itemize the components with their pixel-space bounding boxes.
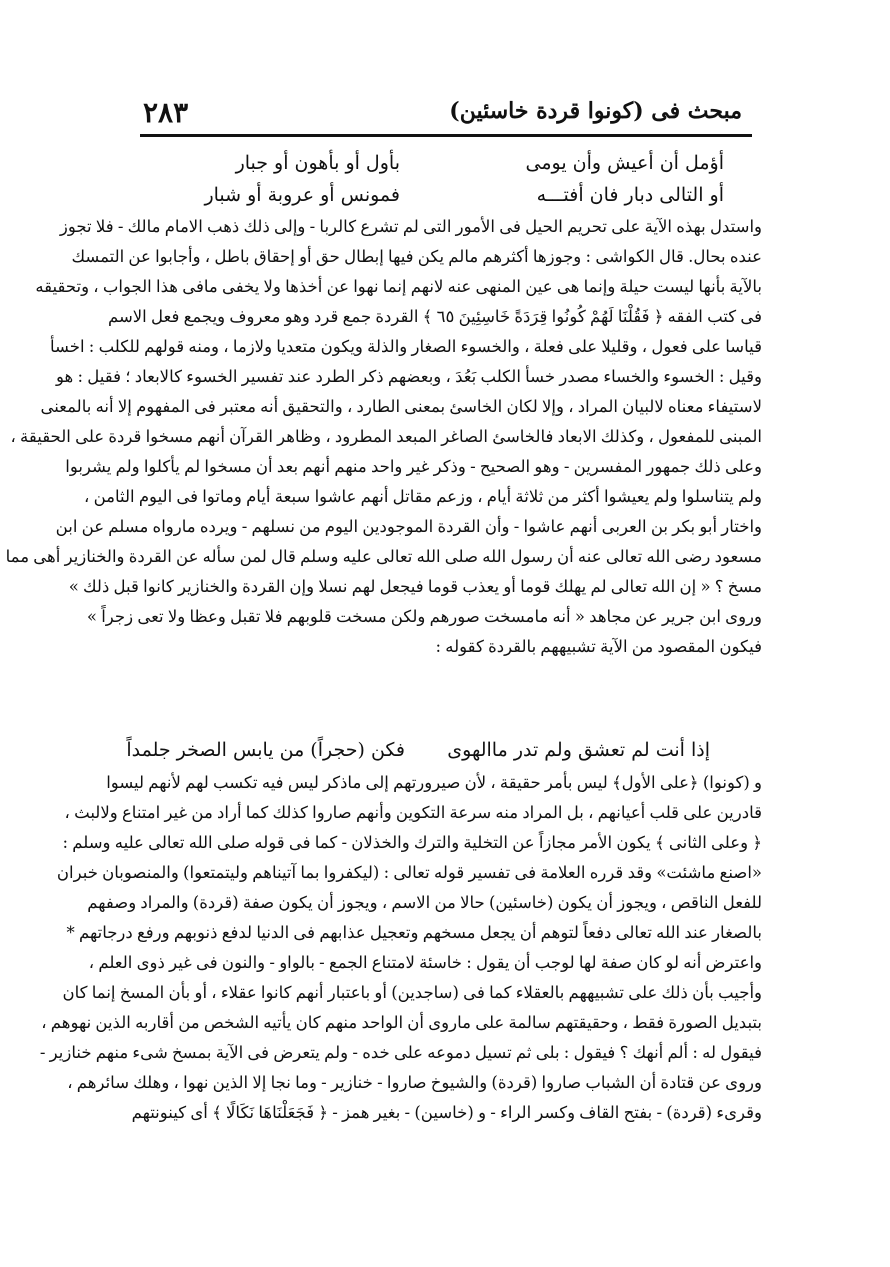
commentary-block-1	[5, 212, 762, 662]
page-number: ٢٨٣	[143, 96, 189, 129]
text-line: وقرىء (قردة) - بفتح القاف وكسر الراء - و (خاسين) - بغير همز - ﴿ فَجَعَلْنَاهَا نَكَالًا ﴾ أى كينونتهم	[131, 1103, 762, 1122]
text-line: قادرين على قلب أعيانهم ، بل المراد منه سرعة التكوين وأنهم صاروا كذلك كما أراد من غير امتناع ولالبث ،	[64, 803, 762, 822]
text-line: المبنى للمفعول ، وكذلك الابعاد فالخاسئ الصاغر المبعد المطرود ، وظاهر القرآن أنهم مسخوا قردة على الحقيقة ،	[10, 427, 762, 446]
text-line: للفعل الناقص ، ويجوز أن يكون (خاسئين) حالا من الاسم ، ويجوز أن يكون صفة (قردة) والمراد وصفهم	[87, 893, 762, 912]
text-line: وروى عن قتادة أن الشباب صاروا (قردة) والشيوخ صاروا - خنازير - وما نجا إلا الذين نهوا ، وهلك سائرهم ،	[67, 1073, 762, 1092]
text-line: مسعود رضى الله تعالى عنه أن رسول الله صلى الله تعالى عليه وسلم قال لمن سأله عن القردة والخنازير أهى مما	[5, 547, 762, 566]
text-line: ﴿ وعلى الثانى ﴾ يكون الأمر مجازاً عن التخلية والترك والخذلان - كما فى قوله صلى الله تعالى عليه وسلم :	[62, 833, 762, 852]
text-line: فيكون المقصود من الآية تشبيههم بالقردة كقوله :	[435, 637, 762, 656]
running-title: مبحث فى (كونوا قردة خاسئين)	[449, 98, 742, 124]
text-line: ولم يتناسلوا ولم يعيشوا أكثر من ثلاثة أيام ، وزعم مقاتل أنهم عاشوا سبعة أيام وماتوا فى اليوم الثامن ،	[84, 487, 762, 506]
verse-hemistich: أو التالى دبار فان أفتـــه	[536, 184, 724, 206]
text-line: لاستيفاء معناه لالبيان المراد ، وإلا لكان الخاسئ بمعنى الطارد ، والتحقيق أنه معتبر فى المفهوم إلا أنه بالمعنى	[40, 397, 762, 416]
verse-hemistich: فكن (حجراً) من يابس الصخر جلمداً	[126, 739, 405, 761]
verse-hemistich: فمونس أو عروبة أو شبار	[204, 184, 400, 206]
text-line: واستدل بهذه الآية على تحريم الحيل فى الأمور التى لم تشرع كالربا - وإلى ذلك ذهب الامام مالك - فلا تجوز	[59, 217, 762, 236]
verse-hemistich: أؤمل أن أعيش وأن يومى	[525, 152, 724, 174]
text-line: مسخ ؟ « إن الله تعالى لم يهلك قوما أو يعذب قوما فيجعل لهم نسلا وإن القردة والخنازير كانوا قبل ذلك »	[68, 577, 762, 596]
text-line: بالآية بأنها ليست حيلة وإنما هى عين المنهى عنه لانهم إنما نهوا عن أخذها ولا يخفى مافى هذا الجواب ، وتحقيقه	[35, 277, 762, 296]
text-line: وأجيب بأن ذلك على تشبيههم بالعقلاء كما فى (ساجدين) أو باعتبار أنهم كانوا عقلاء ، أو بأن المسخ إنما كان	[62, 983, 762, 1002]
text-line: وروى ابن جرير عن مجاهد « أنه مامسخت صورهم ولكن مسخت قلوبهم فلا تقبل وعظا ولا تعى زجراً »	[86, 607, 762, 626]
text-line: بالصغار عند الله تعالى دفعاً لتوهم أن يجعل مسخهم وتعجيل عذابهم فى الدنيا لدفع ذنوبهم ورفع درجاتهم *	[66, 923, 762, 942]
text-line: وعلى ذلك جمهور المفسرين - وهو الصحيح - وذكر غير واحد منهم أنهم بعد أن مسخوا لم يأكلوا ولم يشربوا	[65, 457, 762, 476]
text-line: عنده بحال. قال الكواشى : وجوزها أكثرهم مالم يكن فيها إبطال حق أو إحقاق باطل ، وأجابوا عن التمسك	[71, 247, 762, 266]
text-line: واختار أبو بكر بن العربى أنهم عاشوا - وأن القردة الموجودين اليوم من نسلهم - ويرده مارواه مسلم عن ابن	[55, 517, 762, 536]
verse-hemistich: بأول أو بأهون أو جبار	[235, 152, 400, 174]
text-line: فيقول له : ألم أنهك ؟ فيقول : بلى ثم تسيل دموعه على خده - ولم يتعرض فى الآية بمسخ شىء منهم خنازير -	[39, 1043, 762, 1062]
text-line: بتبديل الصورة فقط ، وحقيقتهم سالمة على ماروى أن الواحد منهم كان يأتيه الشخص من أقاربه الذين نهوهم ،	[41, 1013, 762, 1032]
text-line: واعترض أنه لو كان صفة لها لوجب أن يقول : خاسئة لامتناع الجمع - بالواو - والنون فى غير ذوى العلم ،	[88, 953, 762, 972]
commentary-block-2	[39, 768, 762, 1128]
text-line: وقيل : الخسوء والخساء مصدر خسأ الكلب بَعُدَ ، وبعضهم ذكر الطرد عند تفسير الخسوء كالابعاد ؛ فقيل : هو	[56, 367, 762, 386]
text-line: و (كونوا) ﴿على الأول﴾ ليس بأمر حقيقة ، لأن صيرورتهم إلى ماذكر ليس فيه تكسب لهم لأنهم ليسوا	[106, 773, 762, 792]
text-line: فى كتب الفقه ﴿ فَقُلْنَا لَهُمْ كُونُوا قِرَدَةً خَاسِئِينَ ٦٥ ﴾ القردة جمع قرد وهو معروف ويجمع فعل الاسم	[107, 307, 762, 326]
text-line: قياسا على فعول ، وقليلا على فعلة ، والخسوء الصغار والذلة ويكون متعديا ولازما ، ومنه قولهم للكلب : اخسأ	[50, 337, 762, 356]
text-line: «اصنع ماشئت» وقد قرره العلامة فى تفسير قوله تعالى : (ليكفروا بما آتيناهم وليتمتعوا) والمنصوبان خبران	[56, 863, 762, 882]
header-rule	[140, 134, 752, 137]
verse-hemistich: إذا أنت لم تعشق ولم تدر ماالهوى	[447, 739, 710, 761]
